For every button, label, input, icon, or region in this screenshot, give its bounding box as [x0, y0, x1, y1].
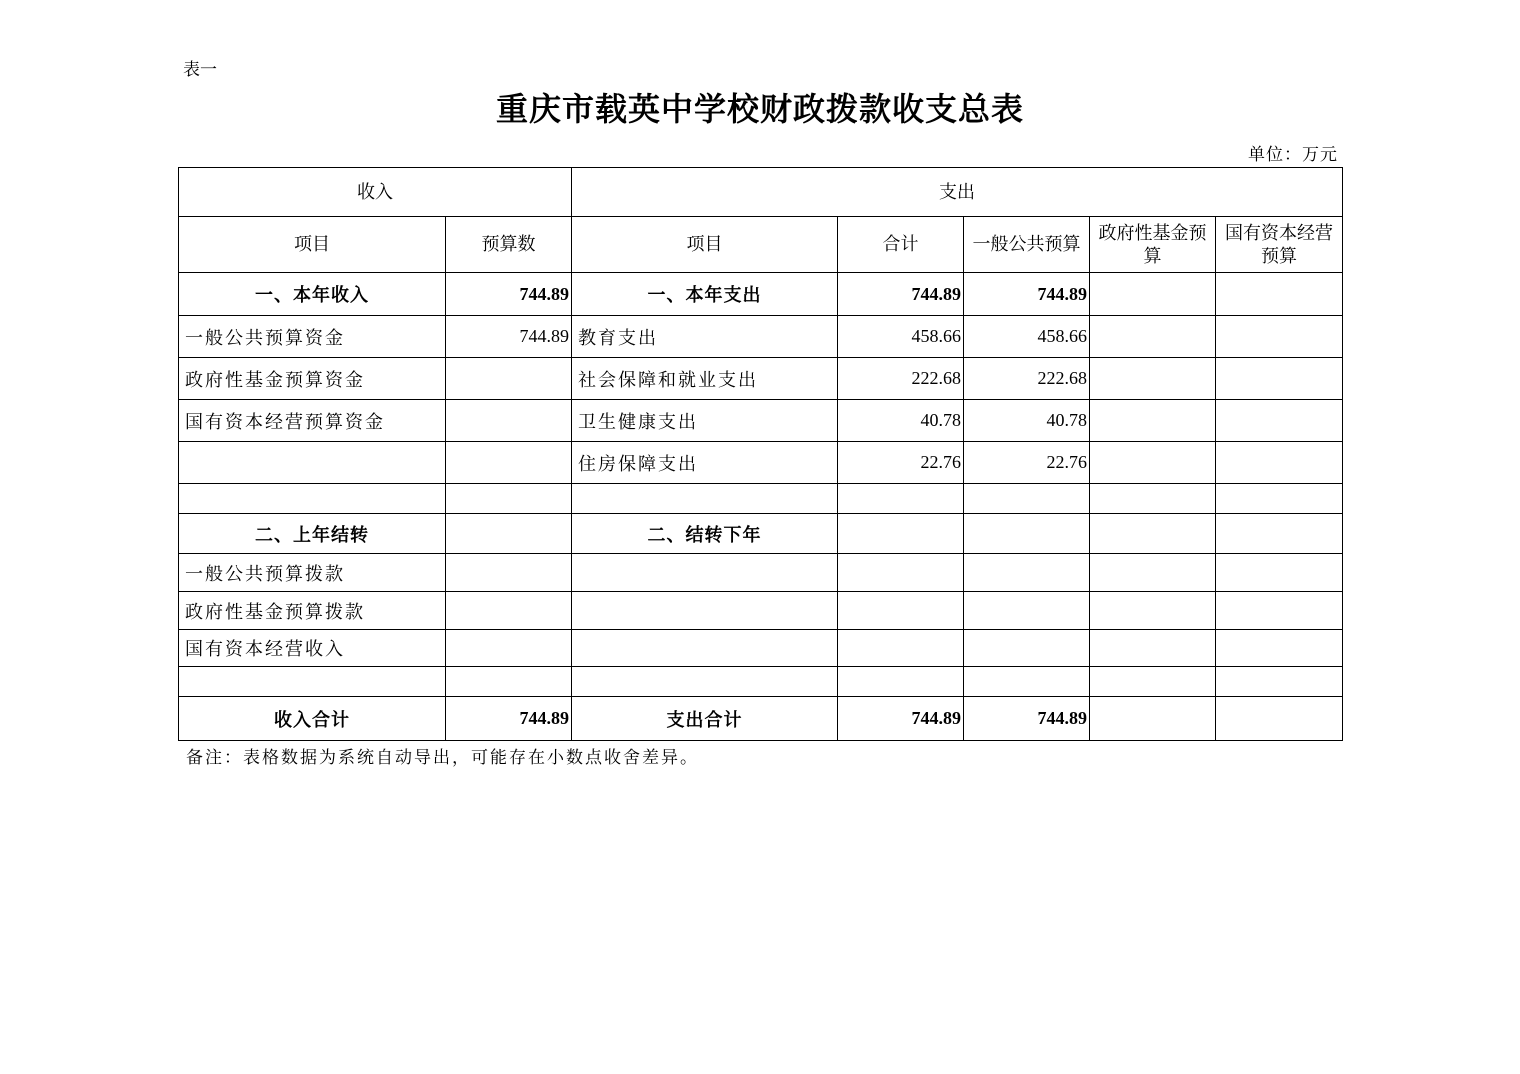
total-amount — [838, 554, 964, 592]
table-row — [179, 400, 1343, 442]
expense-item — [572, 667, 838, 697]
general-amount: 744.89 — [964, 697, 1090, 741]
income-amount — [446, 400, 572, 442]
table-row — [179, 442, 1343, 484]
state-amount — [1216, 442, 1343, 484]
general-amount: 458.66 — [964, 316, 1090, 358]
table-row — [179, 316, 1343, 358]
total-amount: 744.89 — [838, 273, 964, 316]
fund-amount — [1090, 554, 1216, 592]
income-total-amount: 744.89 — [446, 697, 572, 741]
remark-note: 备注：表格数据为系统自动导出，可能存在小数点收舍差异。 — [186, 748, 699, 768]
fund-amount — [1090, 592, 1216, 630]
general-amount — [964, 667, 1090, 697]
budget-table — [178, 167, 1343, 741]
expense-item — [572, 484, 838, 514]
table-row — [179, 273, 1343, 316]
expense-item-header: 项目 — [572, 217, 838, 273]
general-amount: 222.68 — [964, 358, 1090, 400]
table-row — [179, 592, 1343, 630]
total-amount — [838, 484, 964, 514]
income-budget-header: 预算数 — [446, 217, 572, 273]
page-title: 重庆市载英中学校财政拨款收支总表 — [495, 90, 1024, 128]
fund-amount — [1090, 316, 1216, 358]
fund-amount — [1090, 442, 1216, 484]
state-amount — [1216, 514, 1343, 554]
header-row-columns — [179, 217, 1343, 273]
expense-header: 支出 — [572, 168, 1343, 217]
general-amount: 40.78 — [964, 400, 1090, 442]
income-amount — [446, 484, 572, 514]
income-amount — [446, 442, 572, 484]
fund-amount — [1090, 514, 1216, 554]
fund-amount — [1090, 667, 1216, 697]
income-amount — [446, 554, 572, 592]
state-amount — [1216, 667, 1343, 697]
income-total-label: 收入合计 — [179, 697, 446, 741]
total-amount: 22.76 — [838, 442, 964, 484]
expense-item: 一、本年支出 — [572, 273, 838, 316]
income-item: 二、上年结转 — [179, 514, 446, 554]
expense-total-label: 支出合计 — [572, 697, 838, 741]
table-row — [179, 358, 1343, 400]
total-amount: 744.89 — [838, 697, 964, 741]
income-amount: 744.89 — [446, 273, 572, 316]
income-header: 收入 — [179, 168, 572, 217]
unit-label: 单位：万元 — [1248, 145, 1338, 165]
income-amount — [446, 667, 572, 697]
expense-item — [572, 554, 838, 592]
total-amount: 222.68 — [838, 358, 964, 400]
fund-amount — [1090, 400, 1216, 442]
state-amount — [1216, 358, 1343, 400]
state-amount — [1216, 592, 1343, 630]
income-item: 政府性基金预算拨款 — [179, 592, 446, 630]
header-row-group — [179, 168, 1343, 217]
table-row — [179, 484, 1343, 514]
general-amount — [964, 554, 1090, 592]
total-amount — [838, 514, 964, 554]
income-item-header: 项目 — [179, 217, 446, 273]
expense-item: 卫生健康支出 — [572, 400, 838, 442]
income-amount — [446, 592, 572, 630]
table-row — [179, 630, 1343, 667]
income-item: 一、本年收入 — [179, 273, 446, 316]
income-amount — [446, 358, 572, 400]
general-budget-header: 一般公共预算 — [964, 217, 1090, 273]
total-header: 合计 — [838, 217, 964, 273]
income-item: 国有资本经营收入 — [179, 630, 446, 667]
state-amount — [1216, 554, 1343, 592]
expense-item: 社会保障和就业支出 — [572, 358, 838, 400]
general-amount — [964, 630, 1090, 667]
total-amount — [838, 592, 964, 630]
income-item — [179, 484, 446, 514]
income-item: 一般公共预算拨款 — [179, 554, 446, 592]
total-amount: 40.78 — [838, 400, 964, 442]
fund-budget-header: 政府性基金预算 — [1090, 217, 1216, 273]
general-amount — [964, 484, 1090, 514]
expense-item — [572, 630, 838, 667]
totals-row — [179, 697, 1343, 741]
state-amount — [1216, 697, 1343, 741]
fund-amount — [1090, 697, 1216, 741]
state-amount — [1216, 484, 1343, 514]
income-item: 国有资本经营预算资金 — [179, 400, 446, 442]
expense-item: 住房保障支出 — [572, 442, 838, 484]
total-amount — [838, 667, 964, 697]
fund-amount — [1090, 484, 1216, 514]
fund-amount — [1090, 358, 1216, 400]
income-amount — [446, 630, 572, 667]
general-amount — [964, 592, 1090, 630]
total-amount: 458.66 — [838, 316, 964, 358]
state-amount — [1216, 630, 1343, 667]
income-item — [179, 442, 446, 484]
table-row — [179, 554, 1343, 592]
table-row — [179, 667, 1343, 697]
state-amount — [1216, 400, 1343, 442]
table-row — [179, 514, 1343, 554]
income-amount: 744.89 — [446, 316, 572, 358]
general-amount — [964, 514, 1090, 554]
income-item: 一般公共预算资金 — [179, 316, 446, 358]
state-amount — [1216, 316, 1343, 358]
fund-amount — [1090, 630, 1216, 667]
fund-amount — [1090, 273, 1216, 316]
income-amount — [446, 514, 572, 554]
total-amount — [838, 630, 964, 667]
income-item: 政府性基金预算资金 — [179, 358, 446, 400]
table-label: 表一 — [183, 60, 217, 80]
general-amount: 22.76 — [964, 442, 1090, 484]
general-amount: 744.89 — [964, 273, 1090, 316]
state-capital-header: 国有资本经营预算 — [1216, 217, 1343, 273]
expense-item: 二、结转下年 — [572, 514, 838, 554]
expense-item — [572, 592, 838, 630]
expense-item: 教育支出 — [572, 316, 838, 358]
income-item — [179, 667, 446, 697]
state-amount — [1216, 273, 1343, 316]
